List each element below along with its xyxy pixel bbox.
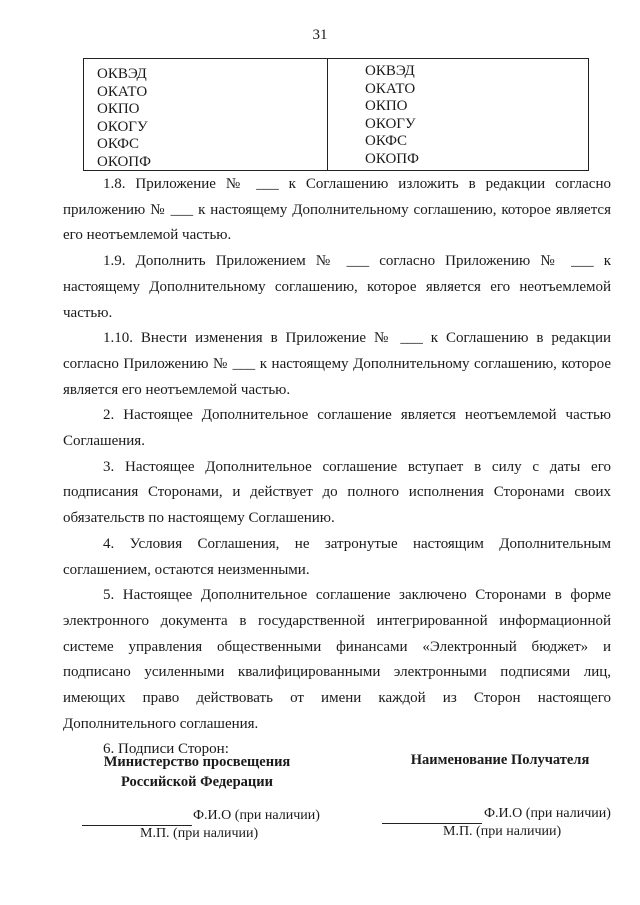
- code-cell: ОКОГУ: [365, 115, 416, 132]
- code-cell: ОКВЭД: [97, 66, 147, 82]
- code-cell: ОКФС: [97, 136, 140, 152]
- paragraph-2: 2. Настоящее Дополнительное соглашение является неотъемлемой частью Соглашения.: [63, 407, 611, 450]
- page-number: 31: [312, 27, 328, 43]
- signatory-left-title: Министерство просвещения Российской Федерации: [103, 754, 291, 790]
- paragraph-4: 4. Условия Соглашения, не затронутые настоящим Дополнительным соглашением, остаются неизменными.: [63, 535, 611, 578]
- paragraph-1-8: 1.8. Приложение № ___ к Соглашению изложить в редакции согласно приложению № ___ к настоящему Дополнительному соглашению, которое является его неотъемлемой частью.: [63, 176, 611, 244]
- paragraph-1-10: 1.10. Внести изменения в Приложение № ___ к Соглашению в редакции согласно Приложению № ___ к настоящему Дополнительному соглашению, которое является его неотъемлемой частью.: [63, 330, 611, 398]
- code-cell: ОКПО: [97, 101, 140, 117]
- stamp-label-right: М.П. (при наличии): [443, 824, 562, 839]
- codes-column-right: [365, 63, 419, 168]
- code-cell: ОКПО: [365, 98, 408, 114]
- document-body: [63, 172, 611, 763]
- code-cell: ОКАТО: [97, 83, 148, 100]
- paragraph-1-9: 1.9. Дополнить Приложением № ___ согласно Приложению № ___ к настоящему Дополнительному соглашению, которое является его неотъемлемой частью.: [63, 253, 611, 321]
- paragraph-3: 3. Настоящее Дополнительное соглашение вступает в силу с даты его подписания Сторонами, и действует до полного исполнения Сторонами своих обязательств по настоящему Соглашению.: [63, 458, 611, 527]
- signatory-right-title: Наименование Получателя: [410, 752, 590, 768]
- paragraph-5: 5. Настоящее Дополнительное соглашение заключено Сторонами в форме электронного документа в государственной интегрированной информационной системе управления общественными финансами «Электронный бюджет» и подписано усиленными квалифицированными электронными подписями лиц, имеющих право действовать от имени каждой из Сторон настоящего Дополнительного соглашения.: [63, 587, 611, 732]
- code-cell: ОКВЭД: [365, 63, 415, 79]
- stamp-label-left: М.П. (при наличии): [140, 826, 259, 841]
- classifier-codes-table: [83, 58, 589, 171]
- paragraph-6: 6. Подписи Сторон:: [103, 741, 229, 758]
- code-cell: ОКАТО: [365, 80, 416, 97]
- code-cell: ОКОПФ: [97, 153, 151, 170]
- codes-column-left: [97, 66, 151, 171]
- table-divider: [327, 59, 328, 170]
- code-cell: ОКОГУ: [97, 118, 148, 135]
- code-cell: ОКОПФ: [365, 150, 419, 167]
- signature-fio-right: Ф.И.О (при наличии): [484, 806, 611, 821]
- signature-fio-left: Ф.И.О (при наличии): [193, 808, 320, 823]
- code-cell: ОКФС: [365, 133, 408, 149]
